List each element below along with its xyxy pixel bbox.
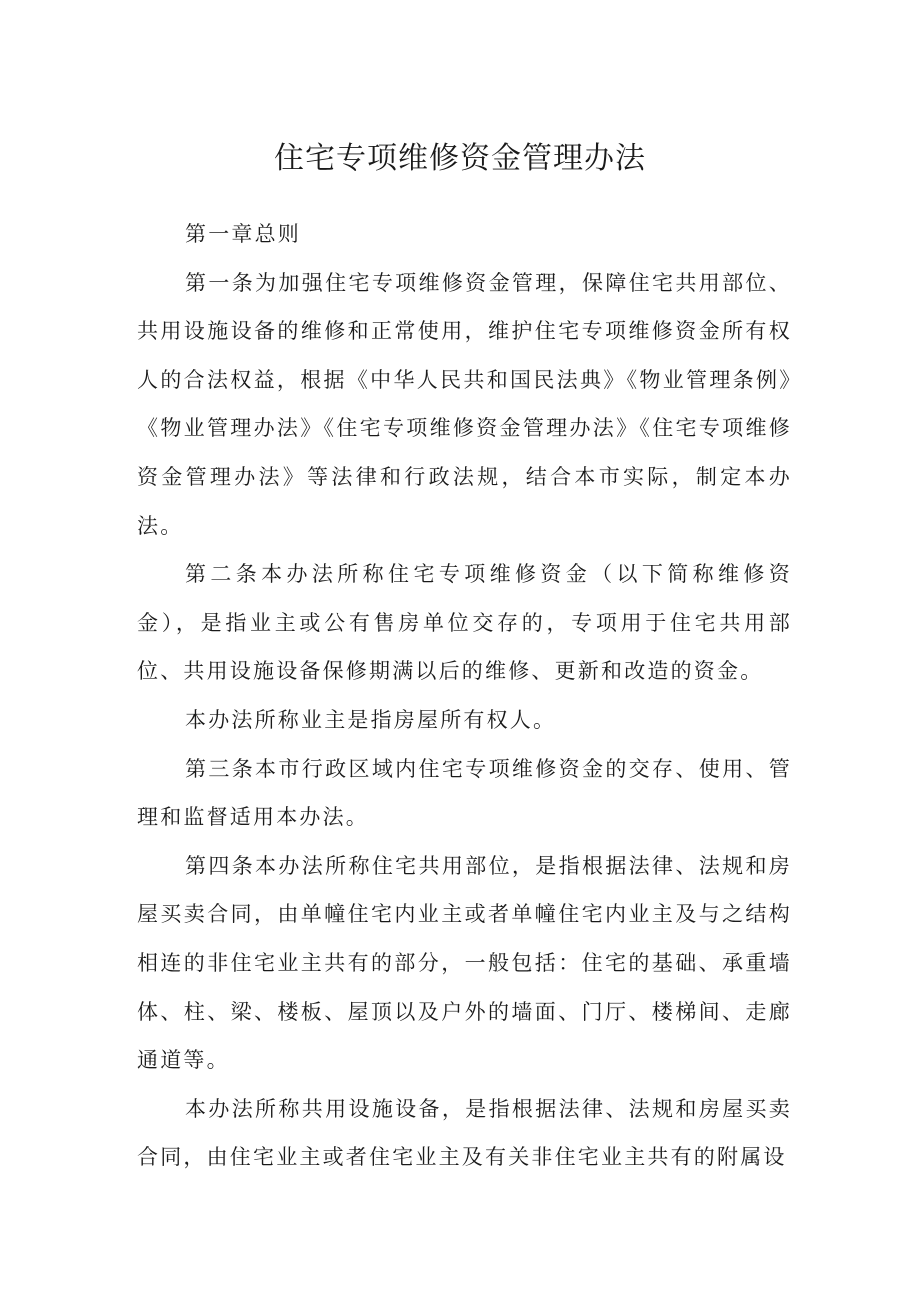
chapter-heading: 第一章总则 — [185, 222, 301, 246]
owner-definition-paragraph: 本办法所称业主是指房屋所有权人。 — [185, 707, 557, 732]
document-title: 住宅专项维修资金管理办法 — [274, 141, 646, 176]
shared-facilities-paragraph: 本办法所称共用设施设备，是指根据法律、法规和房屋买卖合同，由住宅业主或者住宅业主及有关非住宅业主共有的附属设 — [137, 1096, 792, 1170]
document-body — [137, 210, 792, 1182]
article-3-paragraph: 第三条本市行政区域内住宅专项维修资金的交存、使用、管理和监督适用本办法。 — [137, 756, 792, 830]
article-4-paragraph: 第四条本办法所称住宅共用部位，是指根据法律、法规和房屋买卖合同，由单幢住宅内业主或者单幢住宅内业主及与之结构相连的非住宅业主共有的部分，一般包括：住宅的基础、承重墙体、柱、梁、楼板、屋顶以及户外的墙面、门厅、楼梯间、走廊通道等。 — [137, 853, 792, 1073]
article-1-paragraph: 第一条为加强住宅专项维修资金管理，保障住宅共用部位、共用设施设备的维修和正常使用，维护住宅专项维修资金所有权人的合法权益，根据《中华人民共和国民法典》《物业管理条例》《物业管理办法》《住宅专项维修资金管理办法》《住宅专项维修资金管理办法》等法律和行政法规，结合本市实际，制定本办法。 — [137, 270, 792, 538]
article-2-paragraph: 第二条本办法所称住宅专项维修资金（以下简称维修资金），是指业主或公有售房单位交存的，专项用于住宅共用部位、共用设施设备保修期满以后的维修、更新和改造的资金。 — [137, 562, 792, 684]
